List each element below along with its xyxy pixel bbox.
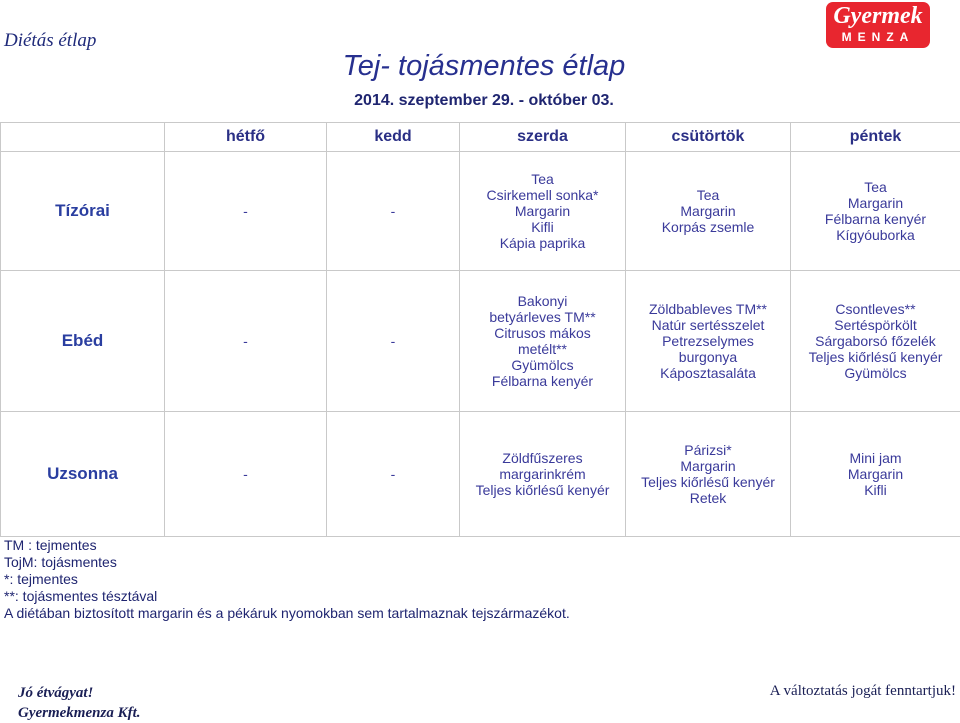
menu-item: Tea — [628, 187, 788, 203]
menu-item: Korpás zsemle — [628, 219, 788, 235]
column-header: hétfő — [165, 123, 327, 152]
menu-cell — [626, 412, 791, 537]
meal-row — [1, 271, 960, 412]
meal-row — [1, 152, 960, 271]
menu-item: Teljes kiőrlésű kenyér — [628, 474, 788, 490]
menu-cell — [626, 152, 791, 271]
menu-item: Párizsi* — [628, 442, 788, 458]
menu-item: - — [329, 203, 457, 219]
menu-item: Teljes kiőrlésű kenyér — [793, 349, 958, 365]
menu-item: Zöldbableves TM** — [628, 301, 788, 317]
menu-item: Margarin — [628, 203, 788, 219]
menu-item: Csontleves** — [793, 301, 958, 317]
menu-item: Sárgaborsó főzelék — [793, 333, 958, 349]
menu-item: Zöldfűszeres — [462, 450, 623, 466]
menu-item: Tea — [462, 171, 623, 187]
menu-cell — [165, 152, 327, 271]
menu-period: 2014. szeptember 29. - október 03. — [0, 92, 960, 110]
meal-label: Ebéd — [1, 271, 165, 412]
menu-item: Citrusos mákos — [462, 325, 623, 341]
column-header: péntek — [791, 123, 960, 152]
menu-item: Sertéspörkölt — [793, 317, 958, 333]
menu-item: betyárleves TM** — [462, 309, 623, 325]
menu-item: Petrezselymes — [628, 333, 788, 349]
menu-item: Gyümölcs — [793, 365, 958, 381]
menu-item: Margarin — [793, 466, 958, 482]
column-header: kedd — [327, 123, 460, 152]
menu-cell — [791, 271, 960, 412]
menu-cell — [460, 152, 626, 271]
menu-item: - — [167, 203, 324, 219]
gyermek-menza-logo — [826, 2, 930, 48]
menu-cell — [165, 412, 327, 537]
column-header: csütörtök — [626, 123, 791, 152]
menu-item: Gyümölcs — [462, 357, 623, 373]
menu-item: Margarin — [628, 458, 788, 474]
menu-item: Mini jam — [793, 450, 958, 466]
legend-item: TojM: tojásmentes — [4, 554, 570, 571]
diet-label: Diétás étlap — [4, 30, 96, 52]
menu-item: Kifli — [462, 219, 623, 235]
menu-item: Csirkemell sonka* — [462, 187, 623, 203]
legend-item: A diétában biztosított margarin és a pékáruk nyomokban sem tartalmaznak tejszármazékot. — [4, 605, 570, 622]
column-header — [1, 123, 165, 152]
menu-item: Kígyóuborka — [793, 227, 958, 243]
legend-item: *: tejmentes — [4, 571, 570, 588]
menu-item: - — [167, 466, 324, 482]
column-header: szerda — [460, 123, 626, 152]
menu-item: - — [329, 466, 457, 482]
menu-cell — [791, 152, 960, 271]
meal-label: Tízórai — [1, 152, 165, 271]
menu-item: Kápia paprika — [462, 235, 623, 251]
menu-item: - — [329, 333, 457, 349]
menu-cell — [791, 412, 960, 537]
menu-item: - — [167, 333, 324, 349]
menu-item: Tea — [793, 179, 958, 195]
menu-cell — [327, 271, 460, 412]
menu-item: margarinkrém — [462, 466, 623, 482]
footer-left — [18, 683, 140, 723]
menu-table — [0, 122, 960, 537]
menu-item: Bakonyi — [462, 293, 623, 309]
meal-row — [1, 412, 960, 537]
menu-item: burgonya — [628, 349, 788, 365]
legend — [4, 537, 570, 622]
logo-line1: Gyermek — [826, 3, 930, 29]
logo-line2: MENZA — [826, 30, 930, 44]
menu-cell — [626, 271, 791, 412]
company-name: Gyermekmenza Kft. — [18, 703, 140, 723]
menu-cell — [460, 271, 626, 412]
enjoy-text: Jó étvágyat! — [18, 683, 140, 703]
menu-item: Kifli — [793, 482, 958, 498]
header-row — [1, 123, 960, 152]
legend-item: **: tojásmentes tésztával — [4, 588, 570, 605]
menu-item: Káposztasaláta — [628, 365, 788, 381]
menu-item: Félbarna kenyér — [793, 211, 958, 227]
menu-item: Natúr sertésszelet — [628, 317, 788, 333]
menu-item: Teljes kiőrlésű kenyér — [462, 482, 623, 498]
menu-item: Margarin — [793, 195, 958, 211]
menu-cell — [460, 412, 626, 537]
menu-item: Margarin — [462, 203, 623, 219]
rights-notice: A változtatás jogát fenntartjuk! — [770, 683, 956, 700]
menu-item: Félbarna kenyér — [462, 373, 623, 389]
menu-item: Retek — [628, 490, 788, 506]
menu-cell — [165, 271, 327, 412]
menu-cell — [327, 152, 460, 271]
menu-cell — [327, 412, 460, 537]
meal-label: Uzsonna — [1, 412, 165, 537]
menu-item: metélt** — [462, 341, 623, 357]
page-title: Tej- tojásmentes étlap — [0, 50, 960, 83]
legend-item: TM : tejmentes — [4, 537, 570, 554]
